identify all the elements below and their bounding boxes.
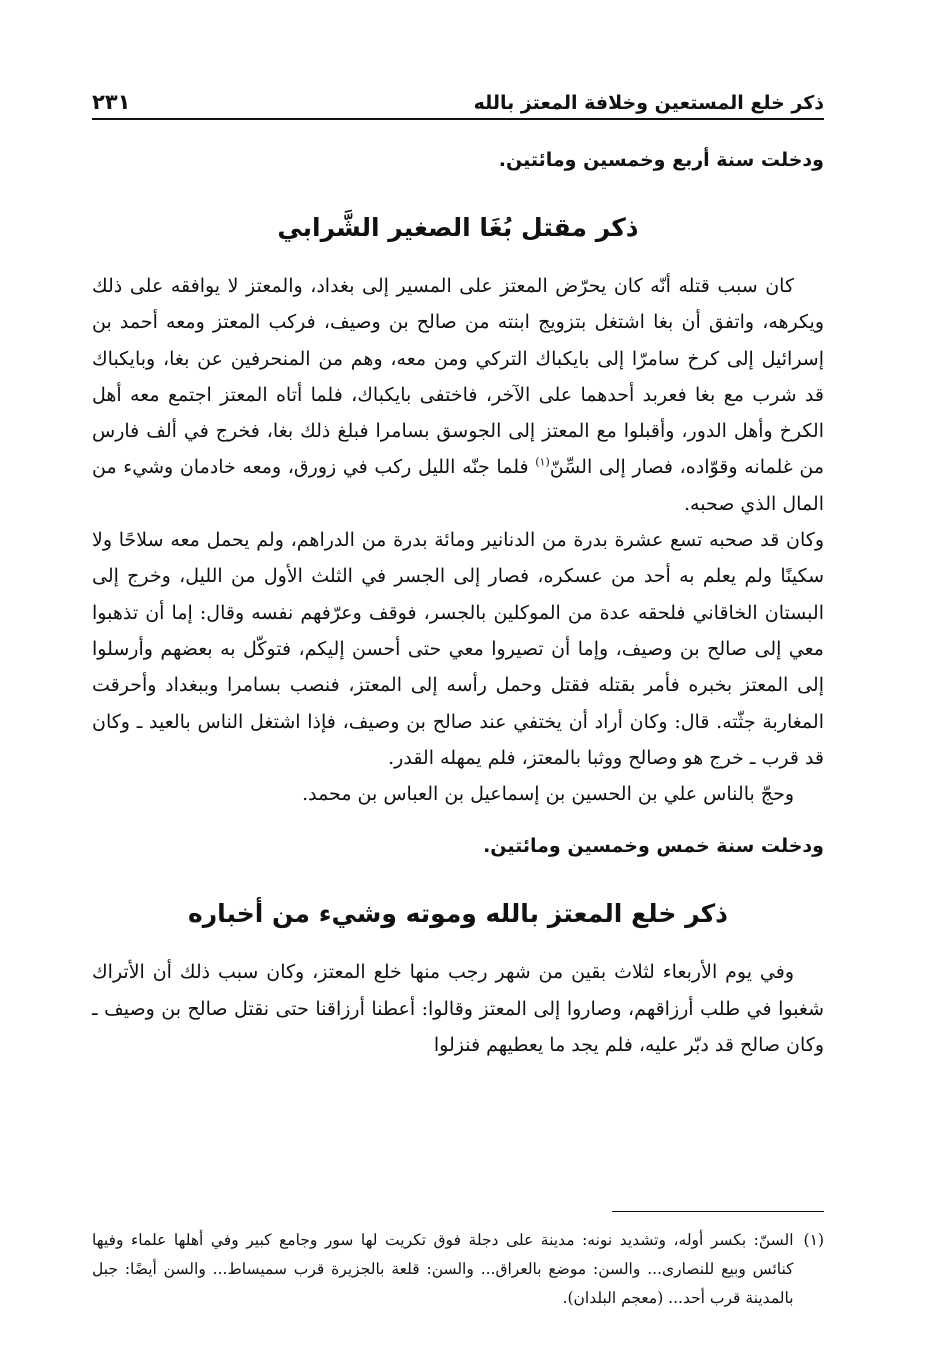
paragraph-bugha-1	[92, 268, 824, 522]
year-254-line: ودخلت سنة أربع وخمسين ومائتين.	[498, 149, 824, 171]
paragraph-bugha-1-continued: فلما جنّه الليل ركب في زورق، ومعه خادمان وشيء من المال الذي صحبه.	[92, 456, 824, 515]
paragraph-bugha-2: وكان قد صحبه تسع عشرة بدرة من الدنانير ومائة بدرة من الدراهم، ولم يحمل معه سلاحًا ولا سكينًا ولم يعلم به أحد من عسكره، فصار إلى الجسر في الثلث الأول من الليل، وخرج إلى البستان الخاقاني فلحقه عدة من الموكلين بالجسر، فوقف وعرّفهم نفسه وقال: إما أن تذهبوا معي إلى صالح بن وصيف، وإما أن تصيروا معي حتى أحسن إليكم، فتوكّل به بعضهم وأرسلوا إلى المعتز بخبره فأمر بقتله فقتل وحمل رأسه إلى المعتز، فنصب بسامرا وببغداد وأحرقت المغاربة جثّته. قال: وكان أراد أن يختفي عند صالح بن وصيف، فإذا اشتغل الناس بالعيد ـ وكان قد قرب ـ خرج هو وصالح ووثبا بالمعتز، فلم يمهله القدر.	[92, 529, 824, 769]
footnote	[92, 1226, 824, 1313]
paragraph-bugha-1-text: كان سبب قتله أنّه كان يحرّض المعتز على المسير إلى بغداد، والمعتز لا يوافقه على ذلك ويكرهه، واتفق أن بغا اشتغل بتزويج ابنته من صالح بن وصيف، فركب المعتز ومعه أحمد بن إسرائيل إلى كرخ سامرّا إلى بايكباك التركي ومن معه، وهم من المنحرفين عن بغا، وبايكباك قد شرب مع بغا فعربد أحدهما على الآخر، فاختفى بايكباك، فلما أتاه المعتز اجتمع معه أهل الكرخ وأهل الدور، وأقبلوا مع المعتز إلى الجوسق بسامرا فبلغ ذلك بغا، فخرج في ألف فارس من غلمانه وقوّاده، فصار إلى السِّنّ	[92, 275, 825, 479]
page-body	[92, 140, 824, 1063]
paragraph-deposition-1: وفي يوم الأربعاء لثلاث بقين من شهر رجب منها خلع المعتز، وكان سبب ذلك أن الأتراك شغبوا في طلب أرزاقهم، وصاروا إلى المعتز وقالوا: أعطنا أرزاقنا حتى نقتل صالح بن وصيف ـ وكان صالح قد دبّر عليه، فلم يجد ما يعطيهم فنزلوا	[92, 961, 824, 1057]
footnote-divider	[612, 1211, 824, 1212]
paragraph-hajj: وحجّ بالناس علي بن الحسين بن إسماعيل بن العباس بن محمد.	[302, 783, 794, 806]
footnote-reference[interactable]: (١)	[535, 456, 550, 470]
page-header	[92, 78, 824, 120]
footnote-text: السنّ: بكسر أوله، وتشديد نونه: مدينة على دجلة فوق تكريت لها سور وجامع كبير وفي أهلها علماء وفيها كنائس وبيع للنصارى... والسن: موضع بالعراق... والسن: قلعة بالجزيرة قرب سميساط... والسن أيضًا: جبل بالمدينة قرب أحد... (معجم البلدان).	[92, 1231, 794, 1307]
footnote-number: (١)	[803, 1231, 824, 1249]
page-number: ٢٣١	[92, 90, 131, 114]
year-255-line: ودخلت سنة خمس وخمسين ومائتين.	[483, 835, 824, 858]
running-title: ذكر خلع المستعين وخلافة المعتز بالله	[473, 92, 824, 114]
section-heading-deposition: ذكر خلع المعتز بالله وموته وشيء من أخباره	[187, 899, 728, 929]
section-heading-bugha: ذكر مقتل بُغَا الصغير الشَّرابي	[277, 213, 639, 242]
